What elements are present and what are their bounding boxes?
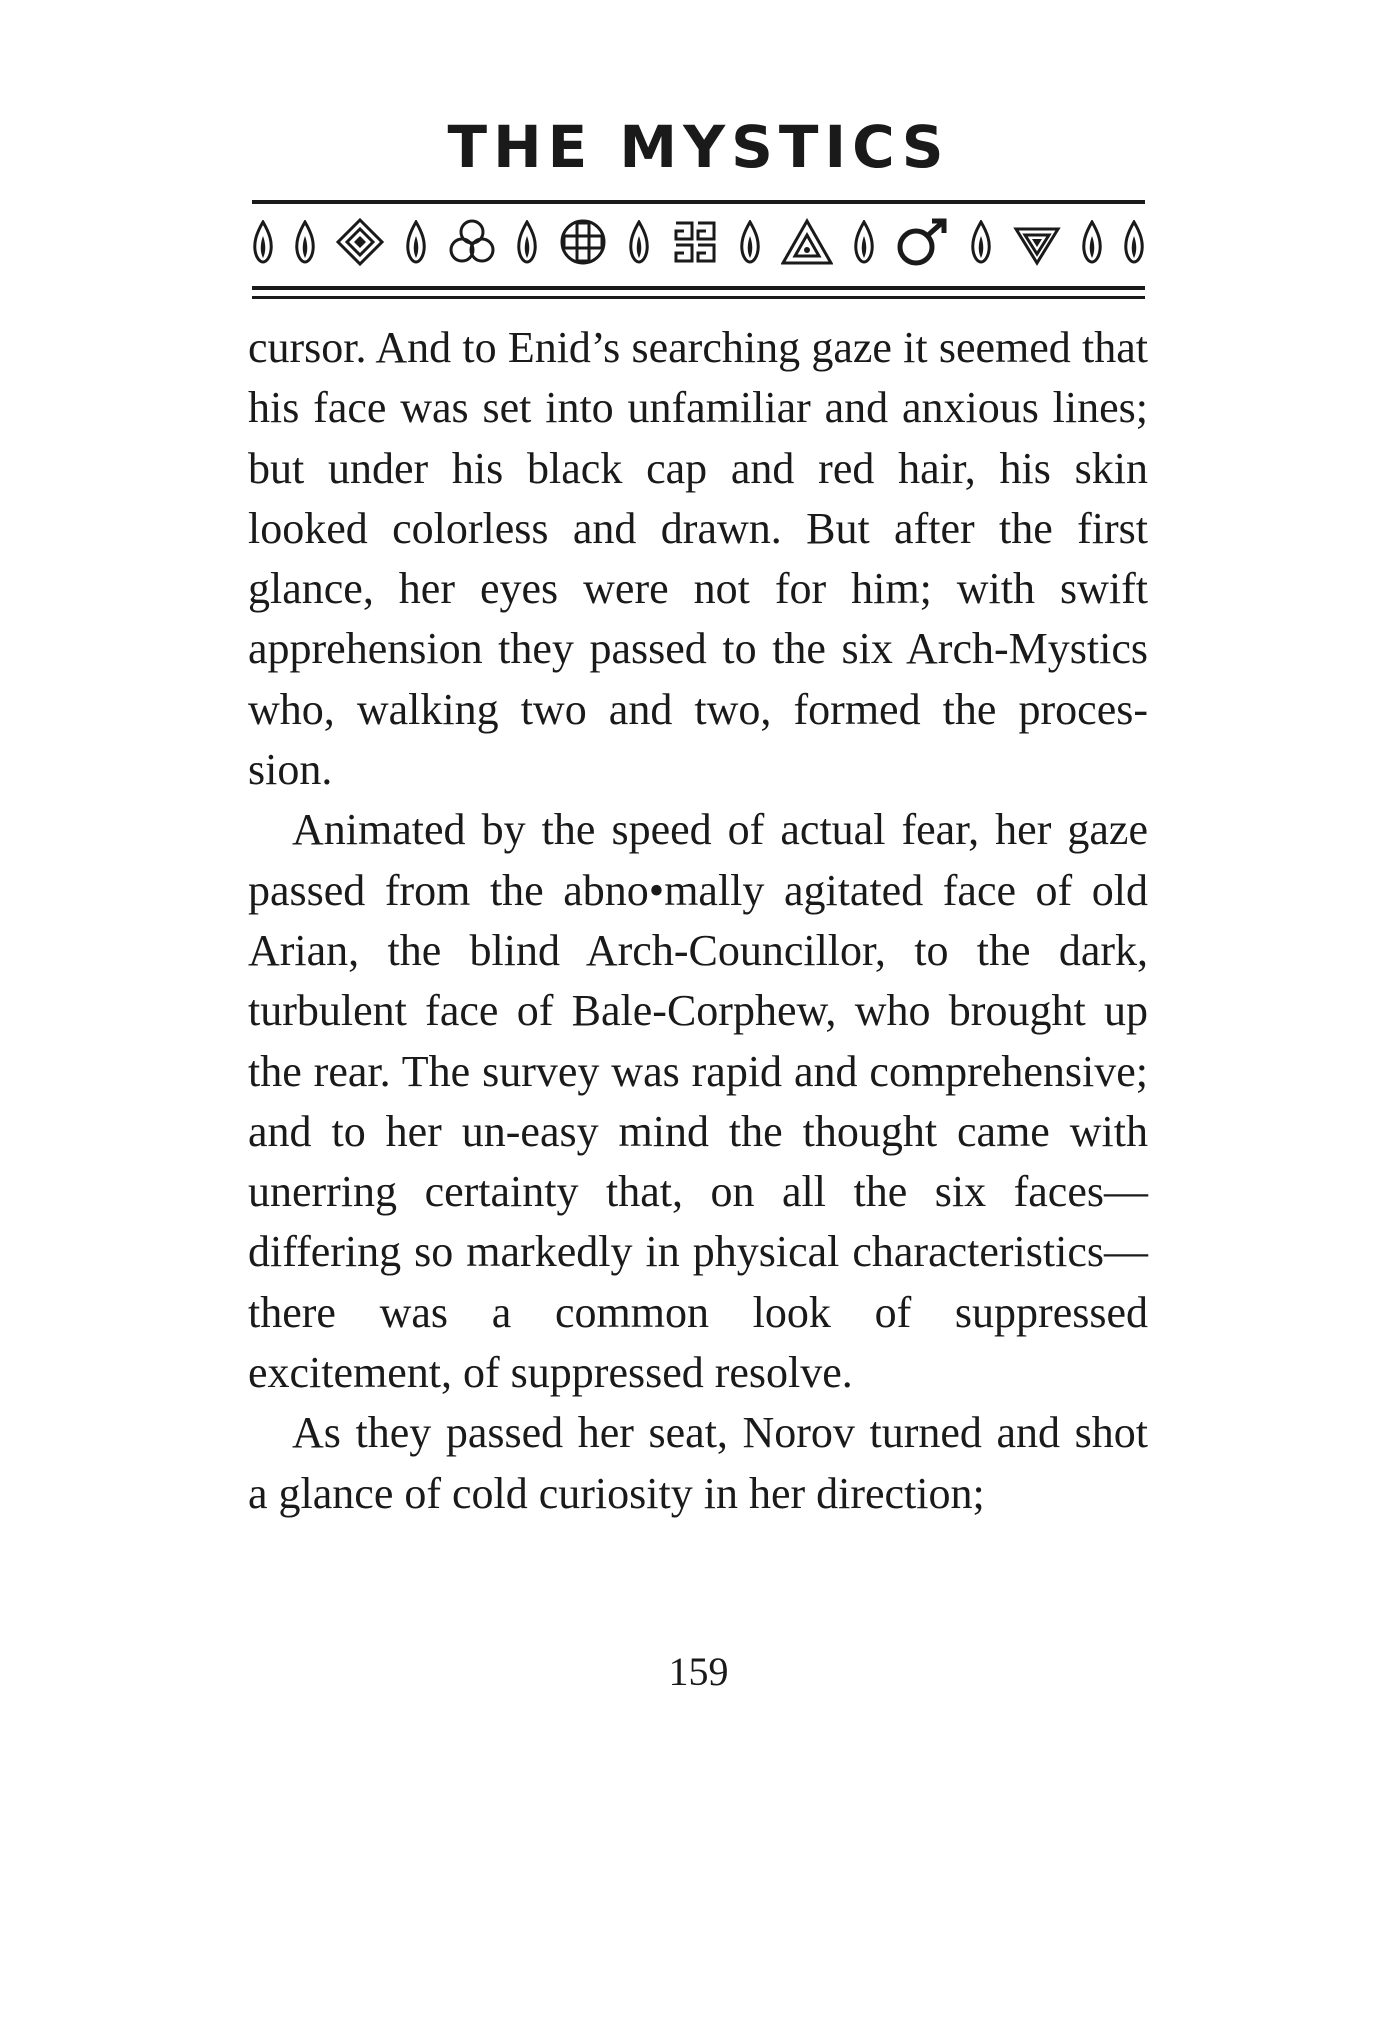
flame-icon [516,220,538,264]
mars-icon [894,217,950,267]
trefoil-icon [447,217,497,267]
ornament-band [252,212,1145,272]
flame-icon [252,220,274,264]
flame-icon [628,220,650,264]
running-head: THE MYSTICS [447,113,950,181]
header-rule-top [252,200,1145,204]
header-rule-bottom-2 [252,296,1145,299]
heart-diamond-icon [1012,217,1062,267]
circle-cross-icon [558,217,608,267]
triangle-eye-icon [781,218,833,266]
page-number: 159 [668,1649,729,1694]
body-text [248,318,1148,1524]
swastika-icon [670,217,720,267]
paragraph: Animated by the speed of actual fear, her gaze passed from the abno•mally agitated face of old Arian, the blind Arch-Councillor, to the dark, turbulent face of Bale-Corphew, who brought up the rear. The survey was rapid and comprehensive; and to her un-easy mind the thought came with unerring certainty that, on all the six faces—differing so markedly in physical characteristics— there was a common look of suppressed excitement, of suppressed resolve. [248,805,1148,1398]
paragraph: As they passed her seat, Norov turned and shot a glance of cold curiosity in her direction; [248,1408,1148,1518]
diamond-icon [335,217,385,267]
flame-icon [853,220,875,264]
flame-icon [1081,220,1103,264]
header-rule-bottom-1 [252,286,1145,290]
flame-icon [405,220,427,264]
flame-icon [1123,220,1145,264]
flame-icon [294,220,316,264]
paragraph: cursor. And to Enid’s searching gaze it seemed that his face was set into unfamiliar and anxious lines; but under his black cap and red hair, his skin looked colorless and drawn. But after the first glance, her eyes were not for him; with swift apprehension they passed to the six Arch-Mystics who, walking two and two, formed the proces-sion. [248,323,1148,795]
flame-icon [739,220,761,264]
flame-icon [970,220,992,264]
